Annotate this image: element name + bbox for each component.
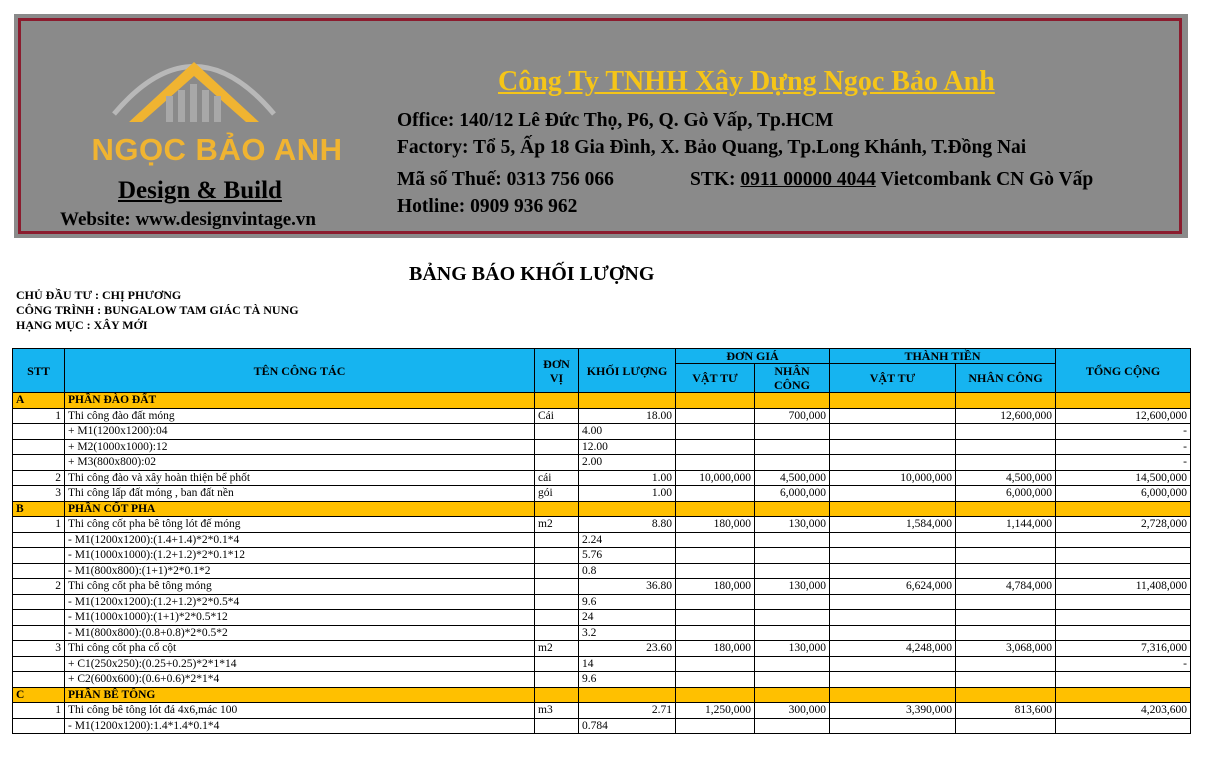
hotline: Hotline: 0909 936 962	[397, 196, 578, 217]
col-stt: STT	[13, 349, 65, 393]
col-task-name: TÊN CÔNG TÁC	[65, 349, 535, 393]
cell-qty	[579, 393, 676, 409]
cell-lab-price	[755, 439, 830, 455]
col-amount-material: VẬT TƯ	[830, 364, 956, 393]
cell-name: Thi công đào và xây hoàn thiện bể phốt	[65, 470, 535, 486]
cell-total	[1056, 687, 1191, 703]
table-row	[13, 579, 1191, 595]
cell-mat-price	[676, 393, 755, 409]
table-row	[13, 548, 1191, 564]
cell-mat-price	[676, 548, 755, 564]
table-row	[13, 486, 1191, 502]
cell-unit	[535, 672, 579, 688]
section-row	[13, 687, 1191, 703]
cell-unit	[535, 563, 579, 579]
cell-lab-amt	[956, 718, 1056, 734]
cell-lab-price	[755, 594, 830, 610]
cell-name: Thi công cốt pha bê tông lót đế móng	[65, 517, 535, 533]
cell-lab-price	[755, 625, 830, 641]
cell-total	[1056, 672, 1191, 688]
account-number: 0911 00000 4044	[740, 169, 876, 190]
cell-name: PHẦN ĐÀO ĐẤT	[65, 393, 535, 409]
office-address: Office: 140/12 Lê Đức Thọ, P6, Q. Gò Vấp, Tp.HCM	[397, 110, 834, 131]
table-row	[13, 625, 1191, 641]
cell-mat-price	[676, 672, 755, 688]
cell-stt: A	[13, 393, 65, 409]
cell-stt	[13, 563, 65, 579]
table-row	[13, 455, 1191, 471]
cell-mat-amt	[830, 548, 956, 564]
cell-mat-amt	[830, 439, 956, 455]
cell-unit	[535, 393, 579, 409]
cell-lab-price: 6,000,000	[755, 486, 830, 502]
cell-mat-price	[676, 687, 755, 703]
cell-name: - M1(1000x1000):(1+1)*2*0.5*12	[65, 610, 535, 626]
cell-mat-price	[676, 455, 755, 471]
cell-mat-price: 180,000	[676, 641, 755, 657]
cell-lab-amt	[956, 672, 1056, 688]
cell-lab-amt	[956, 501, 1056, 517]
cell-unit	[535, 455, 579, 471]
cell-qty: 23.60	[579, 641, 676, 657]
cell-mat-amt	[830, 424, 956, 440]
cell-lab-amt	[956, 610, 1056, 626]
cell-qty	[579, 687, 676, 703]
cell-total	[1056, 563, 1191, 579]
cell-lab-amt	[956, 594, 1056, 610]
cell-unit: m3	[535, 703, 579, 719]
cell-name: - M1(1000x1000):(1.2+1.2)*2*0.1*12	[65, 548, 535, 564]
cell-qty: 8.80	[579, 517, 676, 533]
cell-stt: 2	[13, 470, 65, 486]
cell-lab-price	[755, 672, 830, 688]
cell-lab-amt	[956, 687, 1056, 703]
cell-mat-amt	[830, 486, 956, 502]
cell-unit: m2	[535, 517, 579, 533]
cell-mat-amt	[830, 718, 956, 734]
cell-name: PHẦN CỐT PHA	[65, 501, 535, 517]
cell-mat-price: 180,000	[676, 517, 755, 533]
cell-stt: 3	[13, 486, 65, 502]
cell-lab-price	[755, 610, 830, 626]
cell-qty: 0.8	[579, 563, 676, 579]
cell-name: - M1(1200x1200):1.4*1.4*0.1*4	[65, 718, 535, 734]
cell-unit	[535, 610, 579, 626]
quantity-table	[12, 348, 1191, 734]
cell-unit: gói	[535, 486, 579, 502]
cell-lab-price	[755, 656, 830, 672]
cell-stt	[13, 625, 65, 641]
cell-lab-price	[755, 563, 830, 579]
cell-mat-price	[676, 656, 755, 672]
cell-stt: C	[13, 687, 65, 703]
cell-total: -	[1056, 439, 1191, 455]
cell-lab-price: 300,000	[755, 703, 830, 719]
table-row	[13, 672, 1191, 688]
cell-stt: 1	[13, 703, 65, 719]
table-row	[13, 656, 1191, 672]
cell-total	[1056, 625, 1191, 641]
table-row	[13, 439, 1191, 455]
account-label: STK:	[690, 169, 736, 190]
cell-qty: 14	[579, 656, 676, 672]
cell-lab-price: 130,000	[755, 579, 830, 595]
document-title: BẢNG BÁO KHỐI LƯỢNG	[409, 263, 655, 285]
cell-mat-price	[676, 501, 755, 517]
cell-lab-amt	[956, 548, 1056, 564]
website-link[interactable]: Website: www.designvintage.vn	[60, 209, 316, 230]
cell-unit	[535, 424, 579, 440]
cell-qty: 2.24	[579, 532, 676, 548]
cell-unit	[535, 548, 579, 564]
cell-mat-amt	[830, 687, 956, 703]
cell-lab-amt	[956, 424, 1056, 440]
cell-mat-amt	[830, 656, 956, 672]
cell-total	[1056, 532, 1191, 548]
cell-stt: B	[13, 501, 65, 517]
cell-stt	[13, 718, 65, 734]
cell-lab-price: 130,000	[755, 641, 830, 657]
cell-mat-price	[676, 439, 755, 455]
cell-name: Thi công lấp đất móng , ban đất nền	[65, 486, 535, 502]
section-row	[13, 501, 1191, 517]
cell-lab-price: 130,000	[755, 517, 830, 533]
cell-mat-price	[676, 424, 755, 440]
investor-line: CHỦ ĐẦU TƯ : CHỊ PHƯƠNG	[16, 288, 182, 302]
cell-name: Thi công cốt pha bê tông móng	[65, 579, 535, 595]
cell-lab-amt: 6,000,000	[956, 486, 1056, 502]
cell-name: + M3(800x800):02	[65, 455, 535, 471]
bank-account	[690, 169, 1093, 191]
cell-total	[1056, 393, 1191, 409]
table-row	[13, 641, 1191, 657]
table-row	[13, 532, 1191, 548]
table-row	[13, 610, 1191, 626]
cell-mat-price: 10,000,000	[676, 470, 755, 486]
cell-unit	[535, 501, 579, 517]
cell-stt	[13, 455, 65, 471]
table-row	[13, 408, 1191, 424]
table-row	[13, 517, 1191, 533]
cell-stt	[13, 532, 65, 548]
cell-mat-amt	[830, 563, 956, 579]
cell-lab-price	[755, 424, 830, 440]
cell-lab-amt	[956, 393, 1056, 409]
cell-unit	[535, 687, 579, 703]
cell-qty: 1.00	[579, 470, 676, 486]
cell-total	[1056, 548, 1191, 564]
cell-mat-amt: 10,000,000	[830, 470, 956, 486]
cell-name: Thi công cốt pha cổ cột	[65, 641, 535, 657]
tax-code: Mã số Thuế: 0313 756 066	[397, 169, 614, 190]
cell-mat-amt: 4,248,000	[830, 641, 956, 657]
cell-total: 14,500,000	[1056, 470, 1191, 486]
cell-qty: 24	[579, 610, 676, 626]
cell-total: 11,408,000	[1056, 579, 1191, 595]
cell-mat-amt	[830, 532, 956, 548]
cell-lab-amt: 12,600,000	[956, 408, 1056, 424]
table-row	[13, 594, 1191, 610]
cell-name: - M1(800x800):(1+1)*2*0.1*2	[65, 563, 535, 579]
cell-stt	[13, 656, 65, 672]
cell-total: 4,203,600	[1056, 703, 1191, 719]
cell-mat-amt	[830, 408, 956, 424]
cell-total: 7,316,000	[1056, 641, 1191, 657]
cell-name: + M1(1200x1200):04	[65, 424, 535, 440]
cell-unit	[535, 594, 579, 610]
col-quantity: KHỐI LƯỢNG	[579, 349, 676, 393]
col-total: TỔNG CỘNG	[1056, 349, 1191, 393]
col-unit-price: ĐƠN GIÁ	[676, 349, 830, 364]
table-row	[13, 424, 1191, 440]
cell-qty: 4.00	[579, 424, 676, 440]
cell-mat-price: 180,000	[676, 579, 755, 595]
company-name: Công Ty TNHH Xây Dựng Ngọc Bảo Anh	[498, 66, 995, 97]
cell-mat-amt	[830, 672, 956, 688]
category-line: HẠNG MỤC : XÂY MỚI	[16, 318, 148, 332]
cell-lab-price	[755, 687, 830, 703]
cell-lab-amt	[956, 656, 1056, 672]
cell-name: PHẦN BÊ TÔNG	[65, 687, 535, 703]
cell-qty: 1.00	[579, 486, 676, 502]
cell-mat-amt	[830, 625, 956, 641]
bank-name: Vietcombank CN Gò Vấp	[880, 169, 1094, 190]
cell-lab-amt: 4,784,000	[956, 579, 1056, 595]
cell-qty: 9.6	[579, 594, 676, 610]
cell-mat-price	[676, 625, 755, 641]
table-row	[13, 718, 1191, 734]
cell-qty: 2.71	[579, 703, 676, 719]
cell-mat-amt	[830, 501, 956, 517]
cell-mat-amt	[830, 393, 956, 409]
cell-total: 2,728,000	[1056, 517, 1191, 533]
cell-lab-price	[755, 501, 830, 517]
cell-lab-amt: 3,068,000	[956, 641, 1056, 657]
cell-qty: 12.00	[579, 439, 676, 455]
cell-total: -	[1056, 455, 1191, 471]
cell-qty: 0.784	[579, 718, 676, 734]
cell-total	[1056, 718, 1191, 734]
cell-lab-amt: 4,500,000	[956, 470, 1056, 486]
cell-name: - M1(1200x1200):(1.4+1.4)*2*0.1*4	[65, 532, 535, 548]
cell-lab-amt	[956, 532, 1056, 548]
cell-stt: 1	[13, 408, 65, 424]
cell-name: + C1(250x250):(0.25+0.25)*2*1*14	[65, 656, 535, 672]
cell-mat-amt: 3,390,000	[830, 703, 956, 719]
cell-qty: 2.00	[579, 455, 676, 471]
company-banner	[14, 14, 1188, 238]
cell-qty: 18.00	[579, 408, 676, 424]
cell-stt	[13, 548, 65, 564]
brand-tagline: Design & Build	[118, 177, 282, 204]
table-row	[13, 563, 1191, 579]
cell-mat-price	[676, 408, 755, 424]
section-row	[13, 393, 1191, 409]
cell-unit	[535, 656, 579, 672]
cell-total	[1056, 610, 1191, 626]
cell-mat-amt: 1,584,000	[830, 517, 956, 533]
cell-lab-price	[755, 455, 830, 471]
cell-stt: 1	[13, 517, 65, 533]
cell-unit	[535, 625, 579, 641]
cell-stt	[13, 610, 65, 626]
table-row	[13, 470, 1191, 486]
cell-mat-price	[676, 532, 755, 548]
cell-lab-price	[755, 718, 830, 734]
cell-mat-price	[676, 563, 755, 579]
col-unit: ĐƠN VỊ	[535, 349, 579, 393]
cell-lab-price	[755, 548, 830, 564]
cell-unit	[535, 579, 579, 595]
cell-name: - M1(800x800):(0.8+0.8)*2*0.5*2	[65, 625, 535, 641]
col-unit-price-material: VẬT TƯ	[676, 364, 755, 393]
cell-name: + C2(600x600):(0.6+0.6)*2*1*4	[65, 672, 535, 688]
cell-unit: cái	[535, 470, 579, 486]
table-body	[13, 393, 1191, 734]
cell-total: -	[1056, 656, 1191, 672]
cell-unit	[535, 439, 579, 455]
cell-mat-price	[676, 594, 755, 610]
cell-mat-amt	[830, 455, 956, 471]
cell-mat-price	[676, 486, 755, 502]
cell-mat-amt	[830, 594, 956, 610]
col-amount-labor: NHÂN CÔNG	[956, 364, 1056, 393]
factory-address: Factory: Tổ 5, Ấp 18 Gia Đình, X. Bảo Quang, Tp.Long Khánh, T.Đồng Nai	[397, 137, 1027, 158]
cell-lab-amt	[956, 439, 1056, 455]
cell-total: 6,000,000	[1056, 486, 1191, 502]
cell-unit	[535, 532, 579, 548]
cell-lab-price	[755, 532, 830, 548]
cell-stt	[13, 594, 65, 610]
cell-total	[1056, 501, 1191, 517]
cell-qty: 9.6	[579, 672, 676, 688]
cell-stt	[13, 672, 65, 688]
cell-name: - M1(1200x1200):(1.2+1.2)*2*0.5*4	[65, 594, 535, 610]
cell-qty: 3.2	[579, 625, 676, 641]
brand-name: NGỌC BẢO ANH	[91, 132, 343, 167]
cell-name: Thi công bê tông lót đá 4x6,mác 100	[65, 703, 535, 719]
col-amount: THÀNH TIỀN	[830, 349, 1056, 364]
cell-mat-price: 1,250,000	[676, 703, 755, 719]
cell-unit: m2	[535, 641, 579, 657]
cell-unit	[535, 718, 579, 734]
cell-lab-amt	[956, 563, 1056, 579]
cell-stt	[13, 424, 65, 440]
cell-qty: 36.80	[579, 579, 676, 595]
cell-total: 12,600,000	[1056, 408, 1191, 424]
cell-unit: Cái	[535, 408, 579, 424]
cell-lab-price: 700,000	[755, 408, 830, 424]
cell-mat-price	[676, 718, 755, 734]
cell-name: + M2(1000x1000):12	[65, 439, 535, 455]
cell-stt	[13, 439, 65, 455]
cell-lab-amt	[956, 455, 1056, 471]
cell-lab-price: 4,500,000	[755, 470, 830, 486]
cell-mat-price	[676, 610, 755, 626]
col-unit-price-labor: NHÂN CÔNG	[755, 364, 830, 393]
project-line: CÔNG TRÌNH : BUNGALOW TAM GIÁC TÀ NUNG	[16, 303, 299, 317]
cell-lab-amt	[956, 625, 1056, 641]
cell-qty: 5.76	[579, 548, 676, 564]
cell-lab-price	[755, 393, 830, 409]
cell-name: Thi công đào đất móng	[65, 408, 535, 424]
cell-mat-amt	[830, 610, 956, 626]
cell-lab-amt: 813,600	[956, 703, 1056, 719]
cell-total	[1056, 594, 1191, 610]
cell-total: -	[1056, 424, 1191, 440]
cell-lab-amt: 1,144,000	[956, 517, 1056, 533]
cell-mat-amt: 6,624,000	[830, 579, 956, 595]
cell-stt: 3	[13, 641, 65, 657]
cell-qty	[579, 501, 676, 517]
roof-logo-icon	[74, 44, 314, 139]
cell-stt: 2	[13, 579, 65, 595]
table-row	[13, 703, 1191, 719]
